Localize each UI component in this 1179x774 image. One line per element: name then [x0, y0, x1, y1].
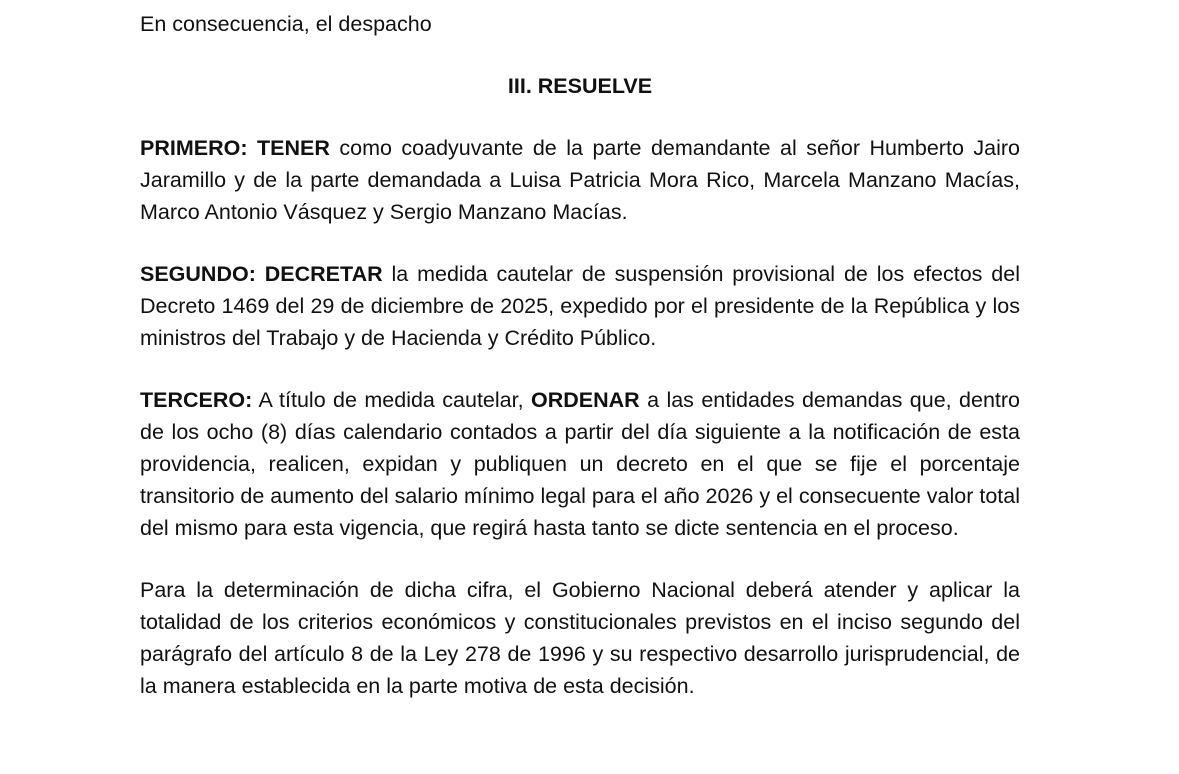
primero-label: PRIMERO: [140, 136, 248, 160]
paragraph-primero [140, 132, 1020, 228]
primero-text: como coadyuvante de la parte demandante al señor Humberto Jairo Jaramillo y de la parte demandada a Luisa Patricia Mora Rico, Marcela Manzano Macías, Marco Antonio Vásquez y Sergio Manzano Macías. [140, 136, 1020, 224]
primero-verb: TENER [257, 136, 330, 160]
segundo-text: la medida cautelar de suspensión provisional de los efectos del Decreto 1469 del 29 de diciembre de 2025, expedido por el presidente de la República y los ministros del Trabajo y de Hacienda y Crédito Público. [140, 262, 1020, 350]
paragraph-segundo [140, 258, 1020, 354]
tercero-label: TERCERO: [140, 388, 253, 412]
tercero-verb: ORDENAR [530, 388, 640, 412]
tercero-text-after: a las entidades demandas que, dentro de los ocho (8) días calendario contados a partir del día siguiente a la notificación de esta providencia, realicen, expidan y publiquen un decreto en el que se fije el porcentaje transitorio de aumento del salario mínimo legal para el año 2026 y el consecuente valor total del mismo para esta vigencia, que regirá hasta tanto se dicte sentencia en el proceso. [140, 388, 1020, 540]
paragraph-tercero [140, 384, 1020, 544]
tercero-text-before: A título de medida cautelar, [252, 388, 531, 412]
document-page [140, 8, 1020, 702]
segundo-label: SEGUNDO: [140, 262, 256, 286]
paragraph-final: Para la determinación de dicha cifra, el Gobierno Nacional deberá atender y aplicar la totalidad de los criterios económicos y constitucionales previstos en el inciso segundo del parágrafo del artículo 8 de la Ley 278 de 1996 y su respectivo desarrollo jurisprudencial, de la manera establecida en la parte motiva de esta decisión. [140, 578, 1020, 698]
intro-text: En consecuencia, el despacho [140, 12, 432, 36]
section-heading: III. RESUELVE [507, 74, 653, 98]
segundo-verb: DECRETAR [264, 262, 383, 286]
